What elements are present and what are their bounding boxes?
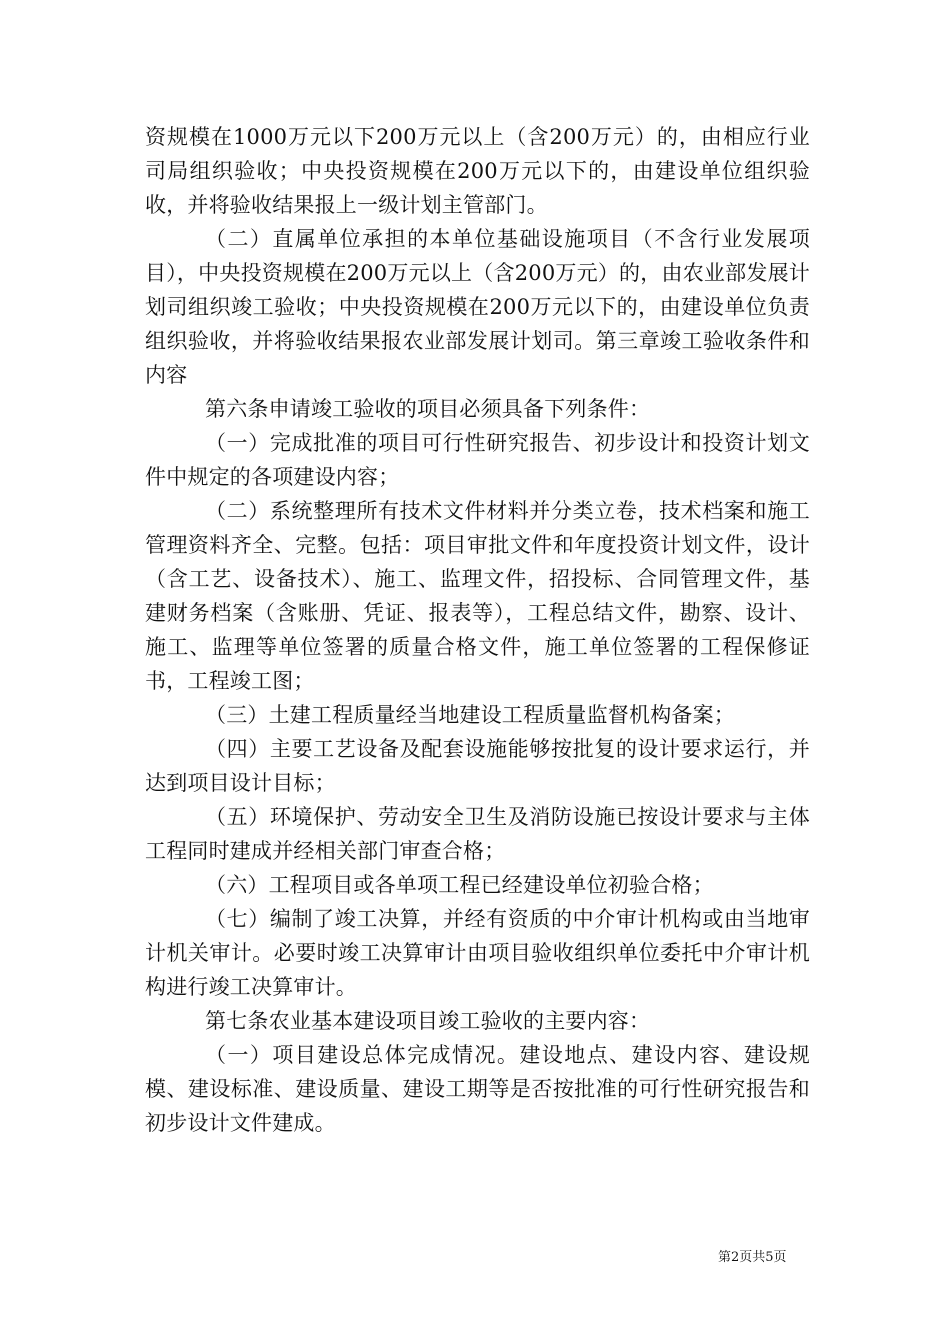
paragraph-1: 资规模在1000万元以下200万元以上（含200万元）的，由相应行业司局组织验收；中央投资规模在200万元以下的，由建设单位组织验收，并将验收结果报上一级计划主管部门。 [145,125,810,217]
paragraph-5: （二）系统整理所有技术文件材料并分类立卷，技术档案和施工管理资料齐全、完整。包括：项目审批文件和年度投资计划文件，设计（含工艺、设备技术）、施工、监理文件，招投标、合同管理文件，基建财务档案（含账册、凭证、报表等），工程总结文件，勘察、设计、施工、监理等单位签署的质量合格文件，施工单位签署的工程保修证书，工程竣工图； [145,499,810,693]
paragraph-6: （三）土建工程质量经当地建设工程质量监督机构备案； [205,703,735,727]
paragraph-8: （五）环境保护、劳动安全卫生及消防设施已按设计要求与主体工程同时建成并经相关部门审查合格； [145,805,810,863]
paragraph-7: （四）主要工艺设备及配套设施能够按批复的设计要求运行，并达到项目设计目标； [145,737,810,795]
paragraph-2: （二）直属单位承担的本单位基础设施项目（不含行业发展项目），中央投资规模在200万元以上（含200万元）的，由农业部发展计划司组织竣工验收；中央投资规模在200万元以下的，由建设单位负责组织验收，并将验收结果报农业部发展计划司。第三章竣工验收条件和内容 [145,227,810,387]
paragraph-3: 第六条申请竣工验收的项目必须具备下列条件： [205,397,651,421]
paragraph-9: （六）工程项目或各单项工程已经建设单位初验合格； [205,873,714,897]
paragraph-12: （一）项目建设总体完成情况。建设地点、建设内容、建设规模、建设标准、建设质量、建设工期等是否按批准的可行性研究报告和初步设计文件建成。 [145,1043,810,1135]
paragraph-10: （七）编制了竣工决算，并经有资质的中介审计机构或由当地审计机关审计。必要时竣工决算审计由项目验收组织单位委托中介审计机构进行竣工决算审计。 [145,907,810,999]
page-number-footer: 第2页共5页 [718,1250,787,1265]
paragraph-11: 第七条农业基本建设项目竣工验收的主要内容： [205,1009,651,1033]
document-body [145,120,810,1140]
paragraph-4: （一）完成批准的项目可行性研究报告、初步设计和投资计划文件中规定的各项建设内容； [145,431,810,489]
